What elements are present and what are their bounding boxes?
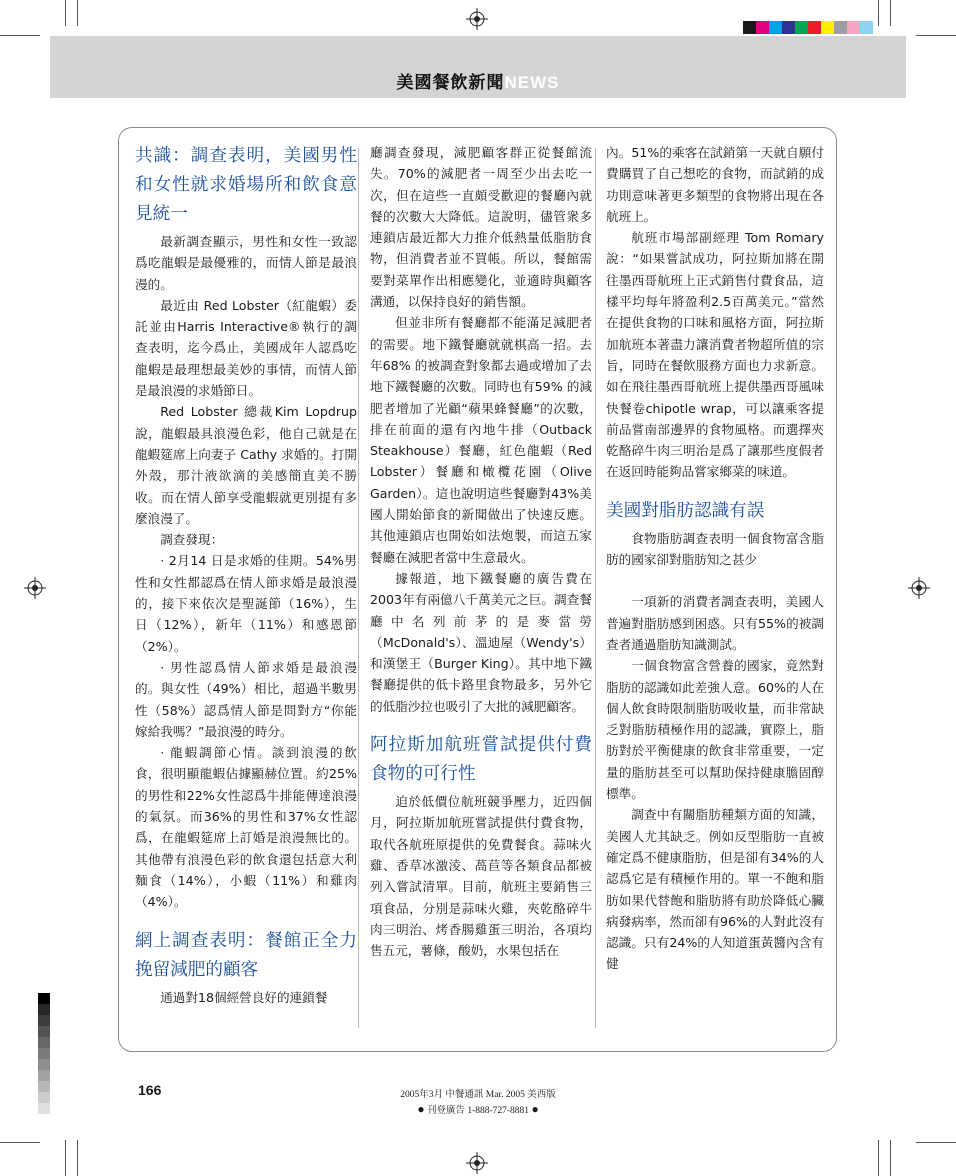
column-divider	[358, 148, 359, 1028]
color-swatch	[821, 21, 834, 34]
paragraph: 最近由 Red Lobster（紅龍蝦）委託並由Harris Interactive®執行的調查表明，迄今爲止，美國成年人認爲吃龍蝦是最理想最美妙的事情，而情人節是最浪漫的求婚節日。	[135, 297, 357, 399]
color-swatch	[860, 21, 873, 34]
color-swatch	[808, 21, 821, 34]
section-title-english: NEWS	[504, 73, 560, 92]
crop-mark	[0, 1142, 40, 1143]
paragraph: 最新調查顯示，男性和女性一致認爲吃龍蝦是最優雅的，而情人節是最浪漫的。	[135, 234, 357, 292]
paragraph: 迫於低價位航班競爭壓力，近四個月，阿拉斯加航班嘗試提供付費食物，取代各航班原提供的免費餐食。蒜味火雞、香草冰激淩、萵苣等各類食品都被列入嘗試清單。目前，航班主要銷售三項食品，分別是蒜味火雞，夾乾酪碎牛肉三明治、烤香腸雞蛋三明治，各項均售五元，薯條，酸奶，水果包括在	[370, 794, 592, 959]
article-column-1	[135, 142, 357, 1042]
column-divider	[595, 148, 596, 1028]
registration-mark-icon	[466, 8, 488, 30]
paragraph: 食物脂肪調查表明一個食物富含脂肪的國家卻對脂肪知之甚少	[606, 530, 824, 568]
gray-swatch	[38, 1059, 50, 1070]
bullet-icon: ●	[531, 1102, 539, 1116]
crop-mark	[77, 0, 78, 26]
color-calibration-bar	[743, 21, 873, 34]
bullet-paragraph: · 2月14 日是求婚的佳期。54%男性和女性都認爲在情人節求婚是最浪漫的，接下來依次是聖誕節（16%），生日（12%），新年（11%）和感恩節（2%）。	[135, 553, 357, 654]
paragraph: 內。51%的乘客在試銷第一天就自願付費購買了自己想吃的食物，而試銷的成功則意味著更多類型的食物將出現在各航班上。	[606, 145, 824, 224]
paragraph: 據報道，地下鐵餐廳的廣告費在2003年有兩億八千萬美元之巨。調查餐廳中名列前茅的是麥當勞（McDonald's）、溫迪屋（Wendy's）和漢堡王（Burger King）。其中地下鐵餐廳提供的低卡路里食物最多，另外它的低脂沙拉也吸引了大批的減肥顧客。	[370, 570, 592, 714]
headline-lobster-survey: 共識：調查表明，美國男性和女性就求婚場所和飲食意見統一	[135, 146, 357, 224]
bullet-paragraph: · 龍蝦調節心情。談到浪漫的飲食，很明顯龍蝦佔據顯赫位置。約25%的男性和22%女性認爲牛排能傳達浪漫的氣氛。而36%的男性和37%女性認爲，在龍蝦筵席上訂婚是浪漫無比的。其他帶有浪漫色彩的飲食還包括意大利麵食（14%），小蝦（11%）和雞肉（4%）。	[135, 745, 357, 910]
color-swatch	[847, 21, 860, 34]
footer-publication-line: 2005年3月 中餐通訊 Mar. 2005 美西版	[400, 1090, 556, 1100]
paragraph: 通過對18個經營良好的連鎖餐	[160, 989, 328, 1005]
crop-mark	[878, 1140, 879, 1176]
color-swatch	[782, 21, 795, 34]
paragraph: Red Lobster 總裁Kim Lopdrup說，龍蝦最具浪漫色彩，他自己就是在龍蝦筵席上向妻子 Cathy 求婚的。打開外殼，那汁液欲滴的美感簡直美不勝收。而在情人節享受龍蝦就更別提有多麼浪漫了。	[135, 404, 357, 526]
gray-swatch	[38, 1004, 50, 1015]
gray-swatch	[38, 1070, 50, 1081]
registration-mark-icon	[466, 1152, 488, 1174]
color-swatch	[795, 21, 808, 34]
paragraph: 但並非所有餐廳都不能滿足減肥者的需要。地下鐵餐廳就就棋高一招。去年68% 的被調查對象都去過或增加了去地下鐵餐廳的次數。同時也有59% 的減肥者增加了光顧“蘋果蜂餐廳”的次數，排在前面的還有內地牛排（Outback Steakhouse）餐廳，紅色龍蝦（Red Lobster）餐廳和橄欖花園（Olive Garden）。這也說明這些餐廳對43%美國人開始節食的新聞做出了快速反應。其他連鎖店也開始如法炮製，而這五家餐廳在減肥者當中生意最火。	[370, 315, 592, 565]
paragraph: 一個食物富含營養的國家，竟然對脂肪的認識如此差強人意。60%的人在個人飲食時限制脂肪吸收量，而非常缺乏對脂肪積極作用的認識，實際上，脂肪對於平衡健康的飲食非常重要，一定量的脂肪甚至可以幫助保持健康膽固醇標準。	[606, 658, 824, 802]
footer	[0, 1088, 956, 1118]
crop-mark	[916, 35, 956, 36]
crop-mark	[65, 0, 66, 26]
gray-swatch	[38, 1026, 50, 1037]
color-swatch	[834, 21, 847, 34]
crop-mark	[878, 0, 879, 26]
paragraph: 調查中有關脂肪種類方面的知識，美國人尤其缺乏。例如反型脂肪一直被確定爲不健康脂肪，但是卻有34%的人認爲它是有積極作用的。單一不飽和脂肪如果代替飽和脂肪將有助於降低心臟病發病率，然而卻有96%的人對此沒有認識。只有24%的人知道蛋黃醬內含有健	[606, 807, 824, 972]
color-swatch	[756, 21, 769, 34]
crop-mark	[916, 1142, 956, 1143]
paragraph: 一項新的消費者調查表明，美國人普遍對脂肪感到困惑。只有55%的被調查者通過脂肪知識測試。	[606, 594, 824, 652]
crop-mark	[890, 0, 891, 26]
registration-mark-icon	[908, 577, 930, 599]
crop-mark	[77, 1140, 78, 1176]
color-swatch	[743, 21, 756, 34]
bullet-paragraph: · 男性認爲情人節求婚是最浪漫的。與女性（49%）相比，超過半數男性（58%）認爲情人節是問對方“你能嫁給我嗎？”最浪漫的時分。	[135, 659, 357, 739]
headline-diet-survey: 網上調查表明：餐館正全力挽留減肥的顧客	[135, 930, 357, 980]
headline-alaska-airlines: 阿拉斯加航班嘗試提供付費食物的可行性	[370, 735, 592, 785]
gray-swatch	[38, 1015, 50, 1026]
bullet-icon: ●	[417, 1102, 425, 1116]
article-column-2	[370, 142, 592, 1042]
section-title	[0, 68, 956, 93]
color-swatch	[769, 21, 782, 34]
headline-fat-knowledge: 美國對脂肪認識有誤	[606, 500, 765, 521]
footer-advert-line: 刊登廣告 1-888-727-8881	[426, 1106, 530, 1116]
page-number: 166	[138, 1082, 162, 1098]
paragraph: 航班市場部副經理 Tom Romary 說：“如果嘗試成功，阿拉斯加將在開往墨西哥航班上正式銷售付費食品，這樣平均每年將盈利2.5百萬美元。”當然在提供食物的口味和風格方面，阿拉斯加航班本著盡力讓消費者物超所值的宗旨，同時在餐飲服務方面也力求新意。如在飛往墨西哥航班上提供墨西哥風味快餐卷chipotle wrap，可以讓乘客提前品嘗南部邊界的食物風格。而選擇夾乾酪碎牛肉三明治是爲了讓那些度假者在返回時能夠品嘗家鄉菜的味道。	[606, 230, 824, 480]
article-column-3	[606, 142, 824, 1042]
paragraph: 調查發現：	[160, 532, 224, 548]
gray-swatch	[38, 1037, 50, 1048]
registration-mark-icon	[24, 577, 46, 599]
crop-mark	[0, 35, 40, 36]
paragraph: 廳調查發現，減肥顧客群正從餐館流失。70%的減肥者一周至少出去吃一次，但在這些一直頗受歡迎的餐廳內就餐的次數大大降低。這說明，儘管衆多連鎖店最近都大力推介低熱量低脂肪食物，但消費者並不買帳。所以，餐館需要對菜單作出相應變化，並適時與顧客溝通，以保持良好的銷售額。	[370, 145, 592, 310]
gray-swatch	[38, 993, 50, 1004]
crop-mark	[65, 1140, 66, 1176]
crop-mark	[890, 1140, 891, 1176]
gray-swatch	[38, 1048, 50, 1059]
section-title-chinese: 美國餐飲新聞	[396, 73, 505, 93]
